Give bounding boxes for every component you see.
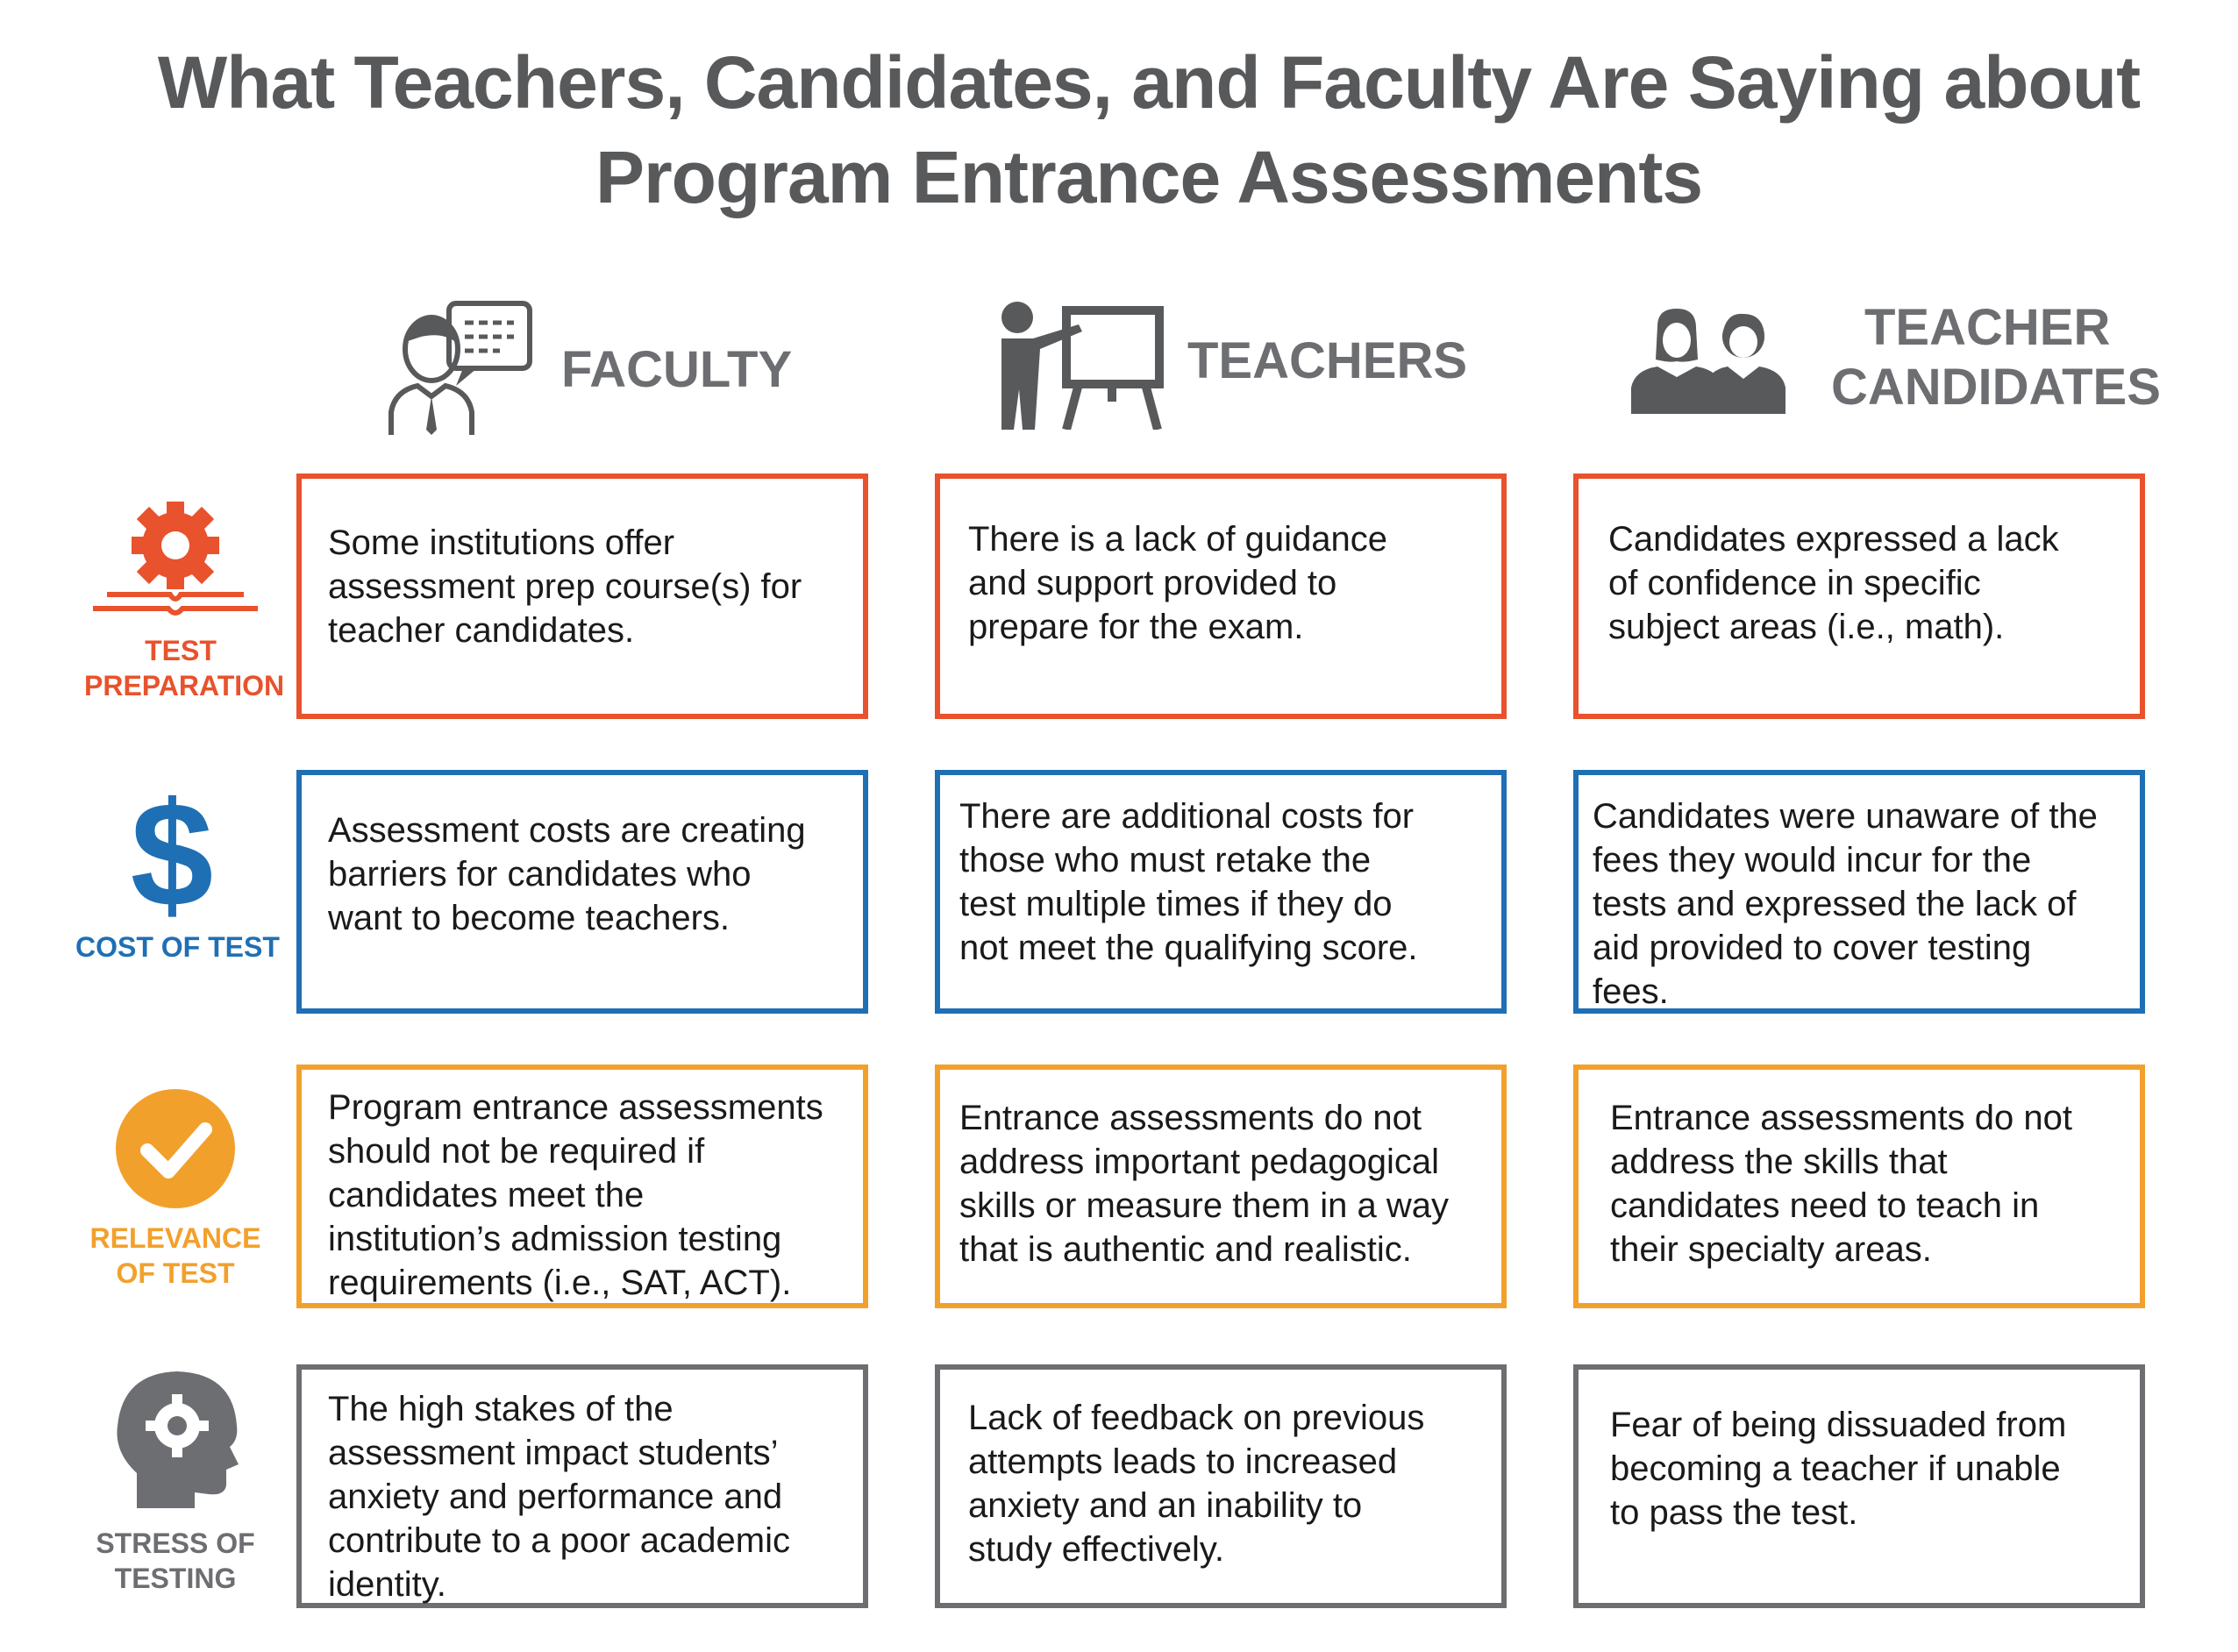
cell-teachers-stress bbox=[935, 1364, 1507, 1608]
row-header-relevance-of-test bbox=[79, 1087, 272, 1298]
row-label-relevance-line1: RELEVANCE bbox=[89, 1222, 261, 1254]
page-title bbox=[0, 35, 2238, 224]
title-line-2: Program Entrance Assessments bbox=[595, 136, 1703, 218]
checkmark-circle-icon bbox=[114, 1087, 237, 1210]
cell-text: Candidates were unaware of the fees they would incur for the tests and expressed the lack of aid provided to cover testing fees. bbox=[1593, 797, 2098, 1011]
column-label-candidates-line1: TEACHER bbox=[1864, 299, 2111, 356]
cell-candidates-relevance bbox=[1573, 1065, 2145, 1308]
cell-text: Entrance assessments do not address important pedagogical skills or measure them in a way that is authentic and realistic. bbox=[959, 1099, 1449, 1269]
gear-book-icon bbox=[89, 500, 261, 623]
column-label-candidates-line2: CANDIDATES bbox=[1831, 359, 2161, 416]
teacher-board-icon bbox=[991, 298, 1166, 430]
presenter-speech-icon bbox=[386, 298, 535, 438]
cell-text: Fear of being dissuaded from becoming a teacher if unable to pass the test. bbox=[1610, 1406, 2067, 1532]
column-header-faculty bbox=[386, 298, 793, 438]
cell-candidates-test-preparation bbox=[1573, 474, 2145, 719]
head-gear-icon bbox=[110, 1368, 242, 1508]
dollar-icon: $ bbox=[130, 772, 214, 938]
row-label-relevance-line2: OF TEST bbox=[116, 1257, 235, 1289]
cell-text: Some institutions offer assessment prep course(s) for teacher candidates. bbox=[328, 523, 802, 650]
row-label-test-preparation-line2: PREPARATION bbox=[84, 670, 285, 701]
row-label-test-preparation-line1: TEST bbox=[145, 635, 217, 666]
cell-text: Lack of feedback on previous attempts leads to increased anxiety and an inability to study effectively. bbox=[968, 1399, 1425, 1569]
cell-teachers-test-preparation bbox=[935, 474, 1507, 719]
row-label-stress-line2: TESTING bbox=[114, 1563, 237, 1594]
cell-teachers-relevance bbox=[935, 1065, 1507, 1308]
cell-faculty-test-preparation bbox=[296, 474, 868, 719]
cell-text: Candidates expressed a lack of confidence in specific subject areas (i.e., math). bbox=[1608, 520, 2059, 646]
cell-text: Assessment costs are creating barriers for candidates who want to become teachers. bbox=[328, 811, 806, 937]
cell-candidates-stress bbox=[1573, 1364, 2145, 1608]
cell-text: There is a lack of guidance and support provided to prepare for the exam. bbox=[968, 520, 1388, 646]
cell-text: Program entrance assessments should not be required if candidates meet the institution’s admission testing requirements (i.e., SAT, ACT). bbox=[328, 1088, 823, 1302]
two-people-icon bbox=[1631, 309, 1789, 414]
column-header-teachers bbox=[991, 298, 1468, 438]
row-label-stress-line1: STRESS OF bbox=[96, 1527, 255, 1559]
title-line-1: What Teachers, Candidates, and Faculty Are Saying about bbox=[157, 41, 2141, 124]
row-header-cost-of-test bbox=[75, 772, 280, 973]
cell-text: The high stakes of the assessment impact students’ anxiety and performance and contribute to a poor academic identity. bbox=[328, 1390, 790, 1604]
column-label-faculty: FACULTY bbox=[561, 341, 793, 398]
cell-faculty-relevance bbox=[296, 1065, 868, 1308]
cell-text: Entrance assessments do not address the skills that candidates need to teach in their specialty areas. bbox=[1610, 1099, 2072, 1269]
cell-faculty-stress bbox=[296, 1364, 868, 1608]
cell-teachers-cost-of-test bbox=[935, 770, 1507, 1014]
row-header-stress-of-testing bbox=[79, 1368, 272, 1605]
column-label-teachers: TEACHERS bbox=[1187, 332, 1468, 389]
cell-text: There are additional costs for those who must retake the test multiple times if they do not meet the qualifying score. bbox=[959, 797, 1418, 967]
cell-faculty-cost-of-test bbox=[296, 770, 868, 1014]
row-label-cost-of-test: COST OF TEST bbox=[75, 931, 280, 963]
column-header-teacher-candidates bbox=[1631, 298, 2161, 430]
row-header-test-preparation bbox=[84, 500, 285, 710]
cell-candidates-cost-of-test bbox=[1573, 770, 2145, 1014]
